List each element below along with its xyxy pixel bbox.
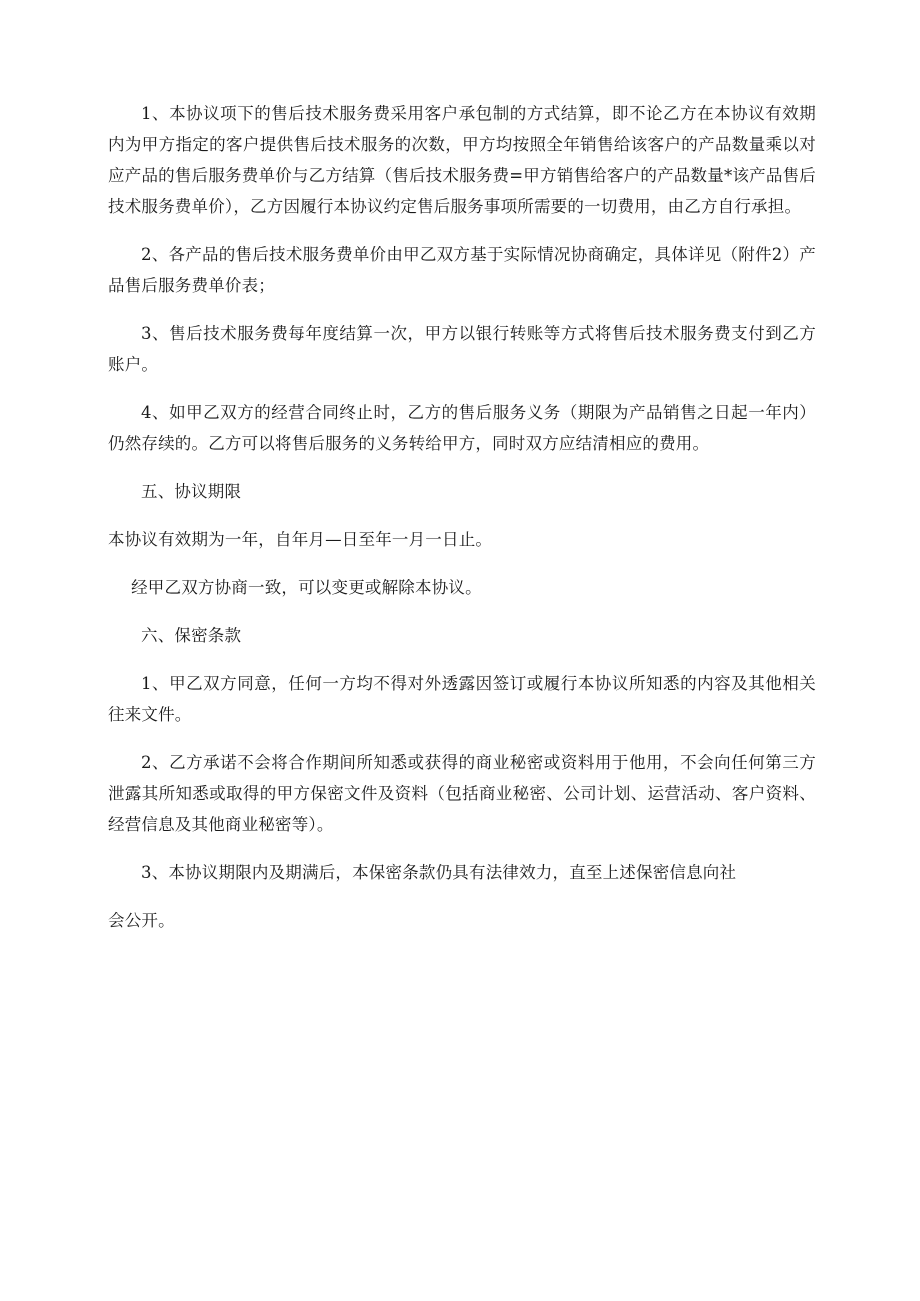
clause-4-item-3: 3、售后技术服务费每年度结算一次，甲方以银行转账等方式将售后技术服务费支付到乙方账户。 (108, 324, 816, 374)
clause-4-item-1: 1、本协议项下的售后技术服务费采用客户承包制的方式结算，即不论乙方在本协议有效期内为甲方指定的客户提供售后技术服务的次数，甲方均按照全年销售给该客户的产品数量乘以对应产品的售后服务费单价与乙方结算（售后技术服务费=甲方销售给客户的产品数量*该产品售后技术服务费单价），乙方因履行本协议约定售后服务事项所需要的一切费用，由乙方自行承担。 (108, 104, 816, 216)
confidentiality-item-1: 1、甲乙双方同意，任何一方均不得对外透露因签订或履行本协议所知悉的内容及其他相关往来文件。 (108, 674, 816, 724)
clause-4-item-4: 4、如甲乙双方的经营合同终止时，乙方的售后服务义务（期限为产品销售之日起一年内）仍然存续的。乙方可以将售后服务的义务转给甲方，同时双方应结清相应的费用。 (108, 403, 816, 453)
section-5-heading: 五、协议期限 (141, 482, 242, 501)
section-5-amendment: 经甲乙双方协商一致，可以变更或解除本协议。 (131, 578, 482, 597)
confidentiality-item-3-continuation: 会公开。 (108, 911, 175, 930)
document-body (108, 98, 816, 936)
section-5-term: 本协议有效期为一年，自年月—日至年一月一日止。 (108, 530, 493, 549)
confidentiality-item-3: 3、本协议期限内及期满后，本保密条款仍具有法律效力，直至上述保密信息向社 (141, 863, 737, 882)
section-6-heading: 六、保密条款 (141, 626, 242, 645)
confidentiality-item-2: 2、乙方承诺不会将合作期间所知悉或获得的商业秘密或资料用于他用，不会向任何第三方泄露其所知悉或取得的甲方保密文件及资料（包括商业秘密、公司计划、运营活动、客户资料、经营信息及其他商业秘密等）。 (108, 753, 816, 834)
clause-4-item-2: 2、各产品的售后技术服务费单价由甲乙双方基于实际情况协商确定，具体详见（附件2）产品售后服务费单价表； (108, 245, 816, 295)
